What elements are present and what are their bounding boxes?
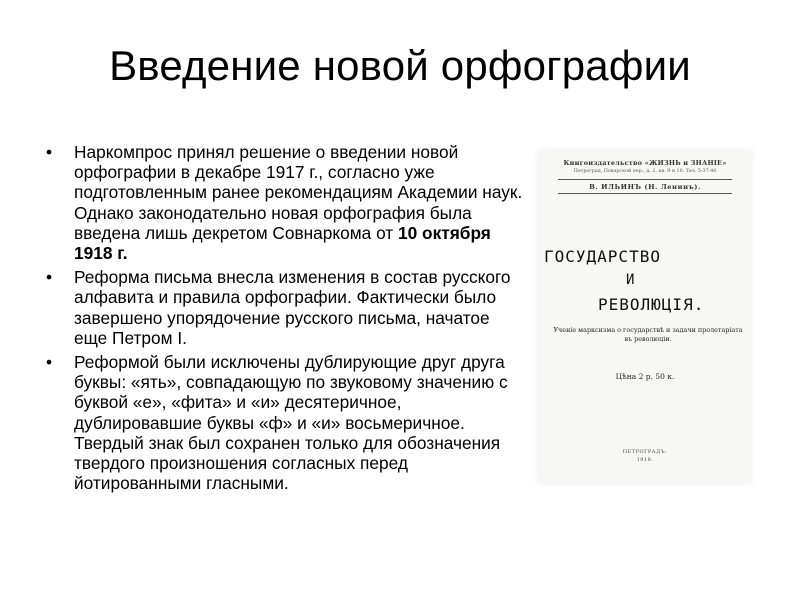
bullet-item	[46, 352, 524, 493]
bullet-bold-date: 10 октября 1918 г.	[74, 222, 491, 264]
bullet-item	[46, 267, 524, 348]
cover-divider	[558, 193, 732, 194]
cover-publisher: Книгоиздательство «ЖИЗНЬ и ЗНАНІЕ»	[563, 159, 727, 167]
cover-title-line1: ГОСУДАРСТВО	[544, 247, 661, 266]
cover-address: Петроград, Поварской пер., д. 2, кв. 9 и 10. Тел. 5-37-40	[573, 169, 717, 174]
cover-title-line2: И	[626, 272, 635, 288]
slide-title: Введение новой орфографии	[109, 42, 691, 89]
bullet-dot: •	[46, 267, 53, 288]
bullet-text: Реформой были исключены дублирующие друг друга буквы: «ять», совпадающую по звуковому значению с буквой «е», «фита» и «и» десятеричное, дублировавшие буквы «ф» и «и» восьмеричное. Твердый знак был сохранен только для обозначения твердого произношения согласных перед йотированными гласными.	[74, 352, 508, 494]
bullet-text: Наркомпрос принял решение о введении новой орфографии в декабре 1917 г., согласно уже подготовленным ранее рекомендациям Академии наук. Однако законодательно новая орфография была введена лишь декретом Совнаркома от	[74, 142, 523, 243]
bullet-item	[46, 142, 524, 263]
bullet-list	[46, 142, 524, 497]
bullet-text: Реформа письма внесла изменения в состав русского алфавита и правила орфографии. Фактически было завершено упорядочение русского письма, начатое еще Петром I.	[74, 267, 511, 348]
cover-subtitle: Ученіе марксизма о государствѣ и задачи пролетаріата въ революціи.	[553, 326, 743, 343]
cover-year: 1918.	[636, 457, 654, 463]
cover-city: ПЕТРОГРАДЪ.	[622, 449, 668, 455]
cover-title-line3: РЕВОЛЮЦІЯ.	[598, 295, 705, 314]
cover-divider	[558, 179, 732, 180]
cover-price: Цѣна 2 р. 50 к.	[615, 372, 675, 381]
cover-author: В. ИЛЬИНЪ (Н. Ленинъ).	[589, 183, 701, 191]
bullet-dot: •	[46, 142, 53, 162]
book-cover-image	[540, 152, 750, 482]
bullet-dot: •	[46, 352, 53, 373]
